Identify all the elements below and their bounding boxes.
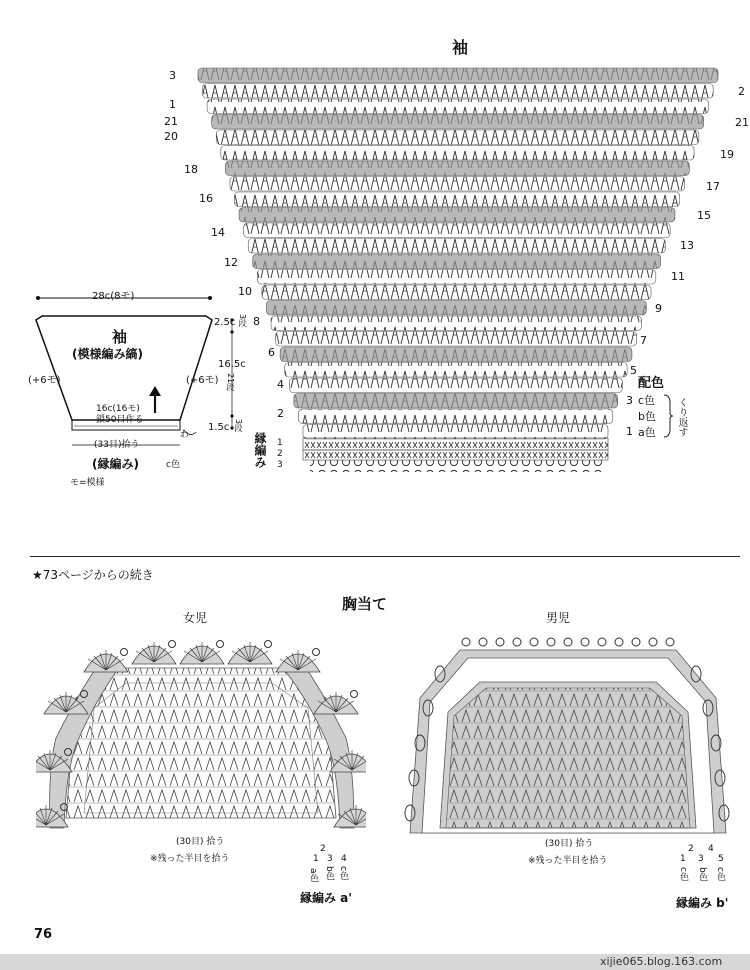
color-legend-title: 配色: [638, 376, 665, 391]
row-label: 8: [253, 315, 260, 328]
sleeve-row-stitches: [198, 68, 718, 83]
schematic-side-right: (+6モ): [186, 375, 219, 386]
sleeve-row-stitches: [280, 347, 632, 362]
sleeve-row: [276, 332, 637, 347]
row-label: 21: [735, 116, 749, 129]
sleeve-row: [216, 130, 699, 145]
row-label: 1: [169, 98, 176, 111]
schematic-legend: モ=模様: [70, 478, 105, 488]
boy-color: c色: [678, 867, 688, 881]
row-label: 10: [238, 285, 252, 298]
picot: [217, 641, 224, 648]
sleeve-row: [235, 192, 680, 207]
picot: [462, 638, 470, 646]
row-label: 2: [738, 85, 745, 98]
sleeve-row: [230, 177, 685, 192]
height-bot-rows: 3段: [234, 419, 243, 433]
row-label: 13: [680, 239, 694, 252]
girl-row: 1: [313, 854, 319, 864]
picot: [530, 638, 538, 646]
row-label: 20: [164, 130, 178, 143]
picot: [632, 638, 640, 646]
girl-color: c色: [338, 866, 348, 880]
boy-label: 男児: [546, 611, 571, 625]
color-c: c色: [638, 394, 656, 407]
height-bot: 1.5c: [208, 422, 230, 433]
girl-row: 4: [341, 854, 347, 864]
boy-bib-chart: [400, 628, 735, 843]
boy-row: 3: [698, 854, 704, 864]
picot: [513, 638, 521, 646]
edge-label: 縁編み: [253, 432, 267, 468]
picot: [351, 691, 358, 698]
schematic-chain: 鎖50目作る: [96, 415, 144, 425]
girl-edge-label: 縁編み a': [300, 891, 352, 905]
boy-row: 4: [708, 844, 714, 854]
page-number: 76: [34, 927, 53, 942]
girl-color: b色: [324, 866, 334, 881]
repeat-label: くり返す: [676, 397, 687, 437]
row-label: 15: [697, 209, 711, 222]
boy-row: 2: [688, 844, 694, 854]
row-label: 5: [630, 364, 637, 377]
schematic-top-width: 28c(8モ): [92, 291, 135, 302]
sleeve-row-stitches: [266, 301, 646, 316]
sleeve-row: [262, 285, 651, 300]
schematic-pickup: (33目)拾う: [94, 440, 140, 450]
girl-pickup: (30目) 拾う: [176, 837, 225, 847]
schematic-title: 袖: [112, 328, 128, 346]
sleeve-row: [303, 425, 608, 440]
edge-row-label: 1: [277, 438, 283, 448]
picot: [598, 638, 606, 646]
row-label: 19: [720, 148, 734, 161]
schematic-w-mark: わ: [180, 430, 190, 440]
picot: [547, 638, 555, 646]
boy-note: ※残った半目を拾う: [528, 856, 608, 866]
color-b: b色: [638, 410, 656, 423]
schematic-side-left: (+6モ): [28, 375, 61, 386]
girl-label: 女児: [183, 611, 208, 625]
sleeve-row: [298, 409, 612, 424]
picot: [666, 638, 674, 646]
height-mid: 16.5c: [218, 359, 246, 370]
section-divider: [30, 556, 740, 557]
height-top-rows: 3段: [238, 314, 247, 328]
boy-pickup: (30目) 拾う: [545, 839, 594, 849]
row-label: 21: [164, 115, 178, 128]
picot: [564, 638, 572, 646]
color-a: a色: [638, 426, 656, 439]
edge-row-label: 3: [277, 460, 283, 470]
row-label: 9: [655, 302, 662, 315]
watermark: xijie065.blog.163.com: [600, 955, 723, 968]
sleeve-row: [248, 239, 665, 254]
row-label: 6: [268, 346, 275, 359]
picot: [581, 638, 589, 646]
sleeve-row-stitches: [253, 254, 661, 269]
sleeve-row: [221, 146, 694, 161]
sleeve-row-stitches: [212, 115, 704, 130]
schematic-subtitle: (模様編み縞): [72, 347, 143, 361]
row-label: 11: [671, 270, 685, 283]
bib-title: 胸当て: [342, 595, 388, 613]
picot: [121, 649, 128, 656]
row-label: 3: [169, 69, 176, 82]
girl-color: a色: [308, 868, 318, 883]
height-mid-rows: 21段: [226, 373, 235, 392]
continuation-note: ★73ページからの続き: [32, 568, 154, 582]
picot: [169, 641, 176, 648]
picot: [615, 638, 623, 646]
boy-edge-label: 縁編み b': [676, 896, 729, 910]
sleeve-row: [285, 363, 627, 378]
schematic-edge-color: c色: [166, 460, 180, 470]
repeat-brace: [662, 393, 674, 439]
row-label: 17: [706, 180, 720, 193]
picot: [265, 641, 272, 648]
boy-row: 5: [718, 854, 724, 864]
girl-row: 3: [327, 854, 333, 864]
sleeve-row: [289, 378, 622, 393]
girl-bib-chart: [36, 628, 366, 843]
sleeve-row-stitches: [239, 208, 675, 223]
height-top: 2.5c: [214, 317, 236, 328]
sleeve-row-stitches: [225, 161, 689, 176]
boy-color: c色: [715, 867, 725, 881]
boy-row: 1: [680, 854, 686, 864]
girl-note: ※残った半目を拾う: [150, 854, 230, 864]
row-label: 7: [640, 334, 647, 347]
row-label: 14: [211, 226, 225, 239]
schematic-edge: (縁編み): [92, 457, 139, 471]
sleeve-row: [257, 270, 655, 285]
picot: [496, 638, 504, 646]
picot: [649, 638, 657, 646]
sleeve-row: [271, 316, 641, 331]
schematic-bottom-width: 16c(16モ): [96, 404, 140, 414]
sleeve-row: [244, 223, 671, 238]
row-label: 18: [184, 163, 198, 176]
row-label: 3: [626, 394, 633, 407]
sleeve-title: 袖: [452, 38, 469, 57]
sleeve-row-stitches: [294, 394, 618, 409]
girl-row: 2: [320, 844, 326, 854]
row-label: 4: [277, 378, 284, 391]
boy-color: b色: [697, 867, 707, 882]
row-label: 12: [224, 256, 238, 269]
row-label: 1: [626, 425, 633, 438]
sleeve-row: [207, 99, 708, 114]
sleeve-row: [203, 84, 714, 99]
picot: [313, 649, 320, 656]
picot: [479, 638, 487, 646]
edge-row-label: 2: [277, 449, 283, 459]
row-label: 16: [199, 192, 213, 205]
row-label: 2: [277, 407, 284, 420]
